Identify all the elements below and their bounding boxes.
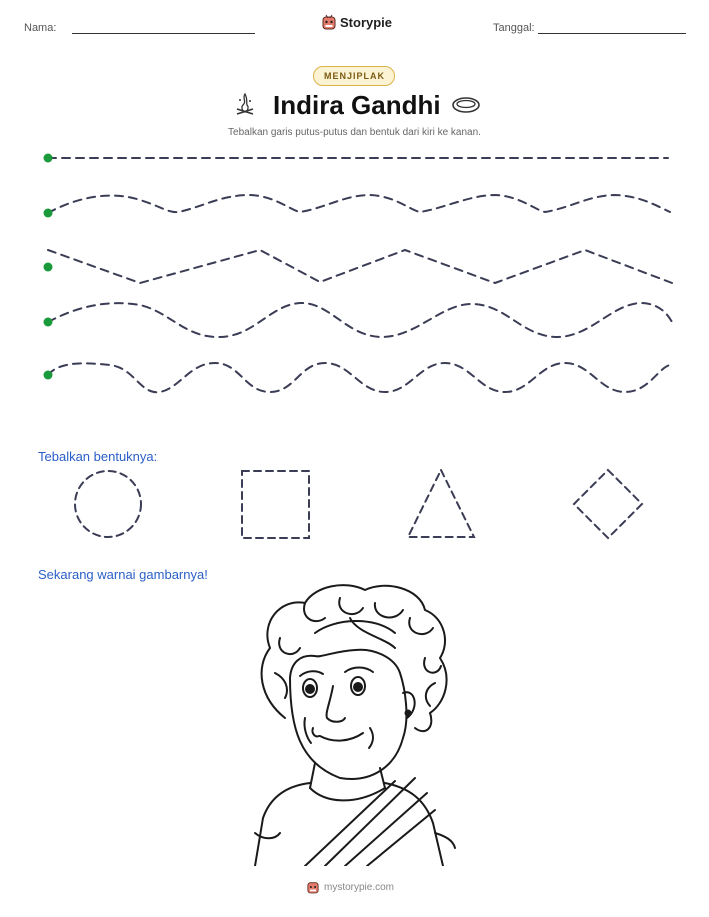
start-dot-4 — [44, 318, 53, 327]
start-dot-3 — [44, 263, 53, 272]
ring-icon — [451, 95, 481, 115]
page-title: Indira Gandhi — [273, 90, 441, 120]
trace-line-zigzag — [48, 250, 672, 283]
name-label: Nama: — [24, 22, 57, 34]
footer — [307, 880, 394, 894]
coloring-label: Sekarang warnai gambarnya! — [38, 567, 208, 582]
trace-line-bumps — [48, 363, 672, 392]
date-field[interactable] — [538, 33, 686, 34]
trace-circle — [75, 471, 141, 537]
trace-line-curve — [48, 303, 672, 337]
trace-square — [242, 471, 309, 538]
storypie-logo-icon — [307, 880, 319, 894]
trace-triangle — [408, 470, 474, 537]
brand-name: Storypie — [340, 14, 393, 30]
start-dot-5 — [44, 371, 53, 380]
start-dot-2 — [44, 209, 53, 218]
instructions: Tebalkan garis putus-putus dan bentuk dari kiri ke kanan. — [228, 127, 481, 138]
date-label: Tanggal: — [493, 22, 535, 34]
footer-url[interactable]: mystorypie.com — [324, 881, 395, 893]
coloring-illustration — [245, 578, 465, 866]
shapes-label: Tebalkan bentuknya: — [38, 449, 158, 464]
trace-diamond — [574, 470, 642, 538]
trace-line-wave — [48, 195, 670, 213]
brand-logo — [322, 14, 392, 30]
start-dot-1 — [44, 154, 53, 163]
storypie-logo-icon — [322, 14, 336, 30]
trace-shapes — [0, 460, 709, 550]
name-field[interactable] — [72, 33, 255, 34]
tracing-lines — [0, 140, 709, 410]
activity-badge: MENJIPLAK — [313, 66, 395, 86]
bonfire-icon — [233, 92, 257, 118]
